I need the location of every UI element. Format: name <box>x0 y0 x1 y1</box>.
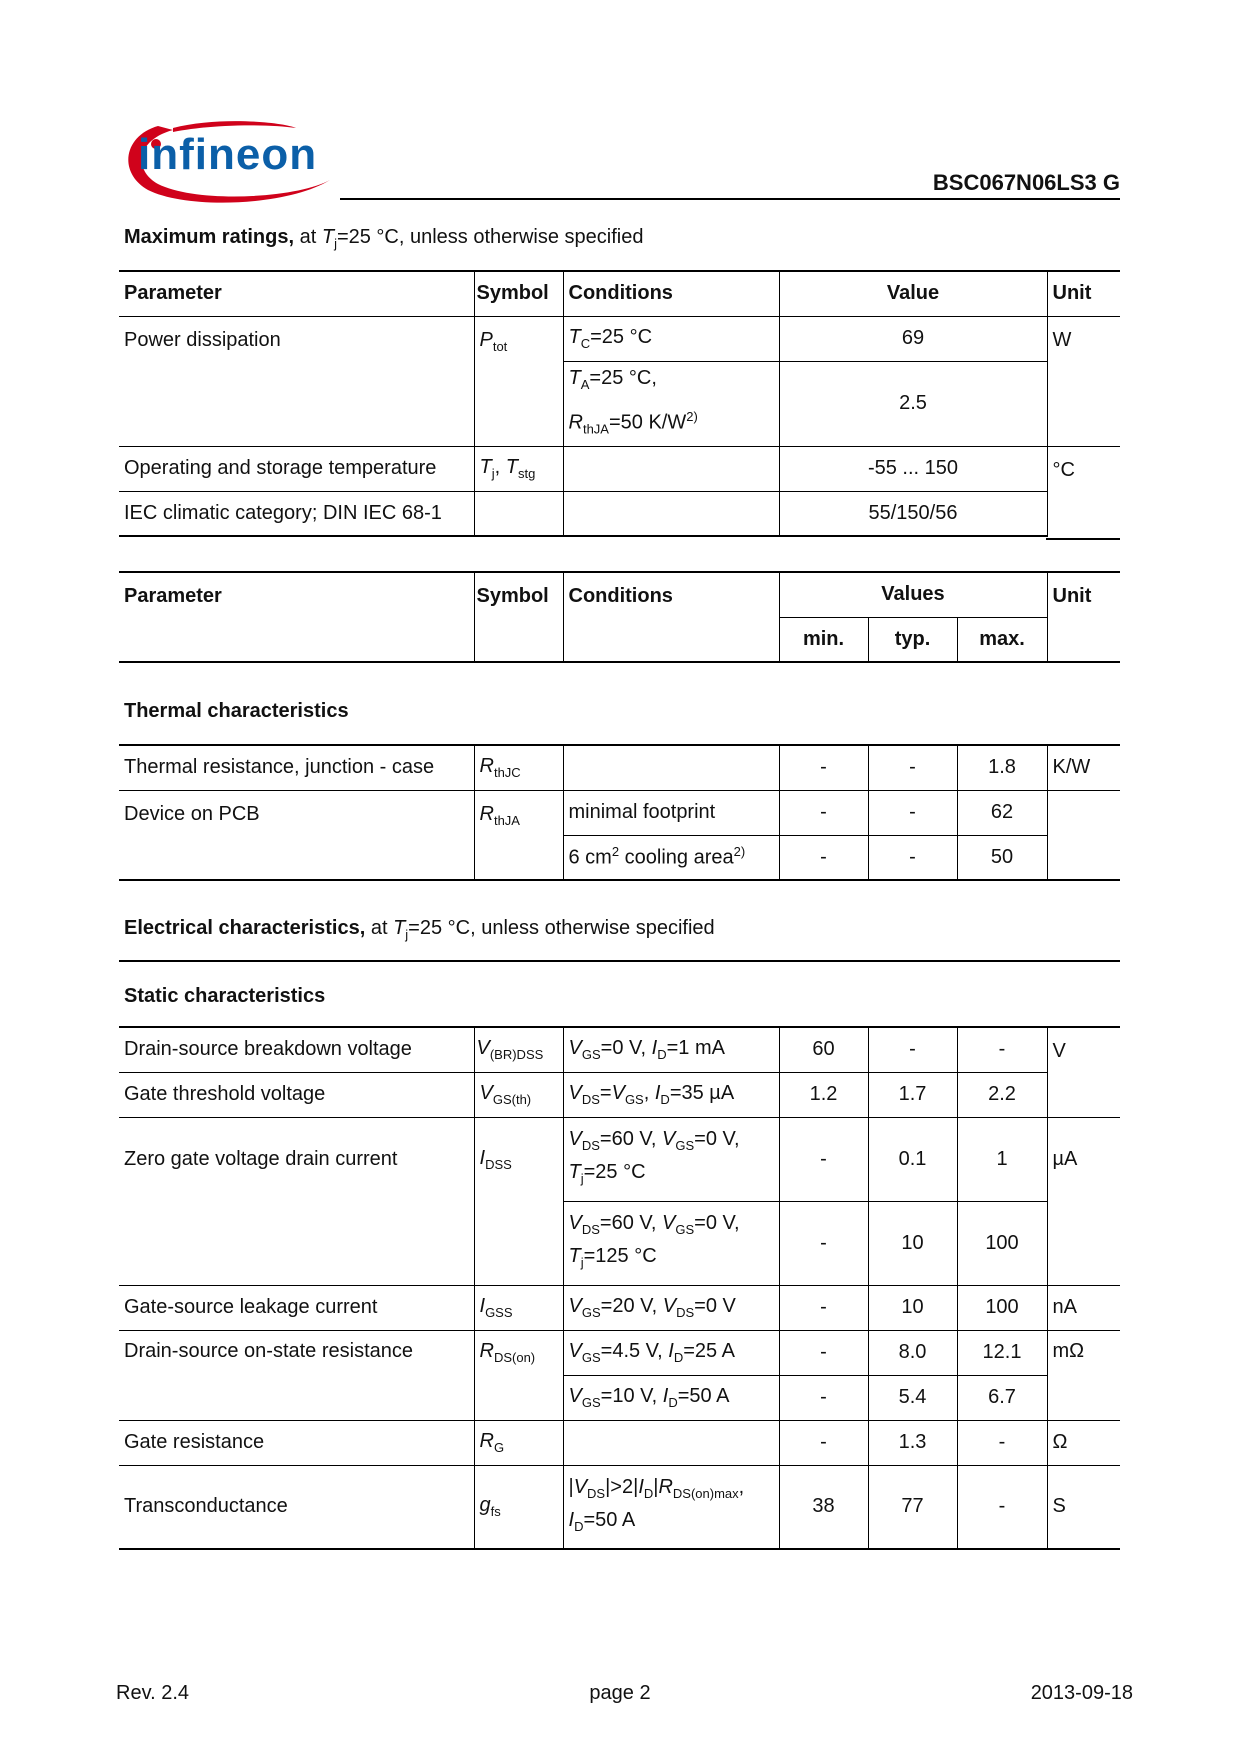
max-cell: 6.7 <box>957 1375 1047 1420</box>
min-cell: - <box>779 1117 868 1201</box>
max-cell: - <box>957 1465 1047 1549</box>
typ-cell: - <box>868 835 957 880</box>
typ-cell: - <box>868 1027 957 1072</box>
param-device-on-pcb: Device on PCB <box>119 790 474 880</box>
unit-cell: Ω <box>1047 1420 1120 1465</box>
symbol-rthjc: $R_{thJC}$ <box>474 745 563 790</box>
col-header-typ: typ. <box>868 617 957 662</box>
condition-cell: $V_{GS}=0$ V, $I_D=1$ mA <box>563 1027 779 1072</box>
condition-cell <box>563 745 779 790</box>
col-header-unit: Unit <box>1047 271 1120 316</box>
param-operating-temp: Operating and storage temperature <box>119 446 474 491</box>
max-cell: 1.8 <box>957 745 1047 790</box>
condition-cell: $V_{GS}=4.5$ V, $I_D=25$ A <box>563 1330 779 1375</box>
symbol-rdson: $R_{DS(on)}$ <box>474 1330 563 1420</box>
min-cell: - <box>779 1330 868 1375</box>
symbol-cell <box>474 491 563 536</box>
col-header-conditions: Conditions <box>563 572 779 662</box>
param-cell <box>119 1201 474 1285</box>
col-header-symbol: Symbol <box>474 271 563 316</box>
part-number: BSC067N06LS3 G <box>932 170 1120 195</box>
symbol-tj-tstg: $T_j$, $T_{stg}$ <box>474 446 563 491</box>
condition-cell: $V_{DS}=V_{GS}$, $I_D=35$ µA <box>563 1072 779 1117</box>
max-ratings-condition: =25 °C, unless otherwise specified <box>336 226 644 248</box>
param-gate-leakage: Gate-source leakage current <box>119 1285 474 1330</box>
condition-cell <box>563 491 779 536</box>
table-row <box>119 1465 1120 1549</box>
param-gate-threshold: Gate threshold voltage <box>119 1072 474 1117</box>
typ-cell: - <box>868 790 957 835</box>
min-cell: - <box>779 1375 868 1420</box>
col-header-unit: Unit <box>1047 572 1120 662</box>
max-ratings-title: Maximum ratings, <box>124 226 295 248</box>
unit-cell: mΩ <box>1047 1330 1120 1420</box>
footer-revision: Rev. 2.4 <box>116 1682 189 1704</box>
typ-cell: 77 <box>868 1465 957 1549</box>
table-row <box>119 790 1120 835</box>
typ-cell: 10 <box>868 1201 957 1285</box>
condition-cell: $V_{DS}=60$ V, $V_{GS}=0$ V, $T_j=125$ °C <box>563 1201 779 1285</box>
unit-cell: nA <box>1047 1285 1120 1330</box>
footer-page: page 2 <box>589 1682 651 1704</box>
unit-cell: W <box>1047 316 1120 446</box>
condition-tc: $T_C=25$ °C <box>563 316 779 361</box>
condition-cell: minimal footprint <box>563 790 779 835</box>
characteristics-header-table <box>119 571 1120 662</box>
electrical-title: Electrical characteristics, <box>124 917 366 939</box>
symbol-cell <box>474 1201 563 1285</box>
symbol-vbrdss: $V_{(BR)DSS}$ <box>474 1027 563 1072</box>
typ-cell: - <box>868 745 957 790</box>
param-iec-climatic: IEC climatic category; DIN IEC 68-1 <box>119 491 474 536</box>
typ-cell: 8.0 <box>868 1330 957 1375</box>
value-cell: 2.5 <box>779 361 1047 446</box>
table-row <box>119 316 1120 361</box>
condition-cell: $V_{GS}=10$ V, $I_D=50$ A <box>563 1375 779 1420</box>
condition-cooling-area: 6 $cm^2$ cooling area$^{2)}$ <box>563 835 779 880</box>
symbol-idss: $I_{DSS}$ <box>474 1117 563 1201</box>
value-cell: 55/150/56 <box>779 491 1047 536</box>
table-row <box>119 1201 1120 1285</box>
typ-cell: 1.3 <box>868 1420 957 1465</box>
header-bottom-rule <box>119 661 1120 663</box>
condition-cell <box>563 1420 779 1465</box>
symbol-ptot: $P_{tot}$ <box>474 316 563 446</box>
table-row <box>119 1072 1120 1117</box>
table-row <box>119 1330 1120 1375</box>
symbol-rg: $R_G$ <box>474 1420 563 1465</box>
symbol-igss: $I_{GSS}$ <box>474 1285 563 1330</box>
unit-cell: S <box>1047 1465 1120 1549</box>
max-cell: 62 <box>957 790 1047 835</box>
static-heading: Static characteristics <box>124 985 326 1007</box>
max-cell: 1 <box>957 1117 1047 1201</box>
condition-cell: $|V_{DS}|>2|I_D|R_{DS(on)max}$, $I_D=50$ A <box>563 1465 779 1549</box>
table-row <box>119 491 1120 536</box>
col-header-values: Values <box>779 572 1047 617</box>
typ-cell: 5.4 <box>868 1375 957 1420</box>
col-header-max: max. <box>957 617 1047 662</box>
thermal-heading: Thermal characteristics <box>124 700 349 722</box>
thermal-table <box>119 744 1120 881</box>
condition-cell <box>563 446 779 491</box>
col-header-conditions: Conditions <box>563 271 779 316</box>
max-cell: 50 <box>957 835 1047 880</box>
col-header-parameter: Parameter <box>119 271 474 316</box>
symbol-gfs: $g_{fs}$ <box>474 1465 563 1549</box>
param-thermal-jc: Thermal resistance, junction - case <box>119 745 474 790</box>
min-cell: - <box>779 1420 868 1465</box>
min-cell: 60 <box>779 1027 868 1072</box>
condition-ta: $T_A=25$ °C, $R_{thJA}=50$ $K/W^{2)}$ <box>563 361 779 446</box>
param-rdson: Drain-source on-state resistance <box>119 1330 474 1420</box>
max-cell: - <box>957 1420 1047 1465</box>
min-cell: - <box>779 790 868 835</box>
value-cell: -55 ... 150 <box>779 446 1047 491</box>
col-header-parameter: Parameter <box>119 572 474 662</box>
value-cell: 69 <box>779 316 1047 361</box>
param-gate-resistance: Gate resistance <box>119 1420 474 1465</box>
min-cell: - <box>779 835 868 880</box>
max-cell: 12.1 <box>957 1330 1047 1375</box>
col-header-symbol: Symbol <box>474 572 563 662</box>
param-power-dissipation: Power dissipation <box>119 316 474 446</box>
unit-cell: µA <box>1047 1117 1120 1201</box>
table-row <box>119 1285 1120 1330</box>
table-row <box>119 1420 1120 1465</box>
param-breakdown: Drain-source breakdown voltage <box>119 1027 474 1072</box>
unit-cell <box>1047 1201 1120 1285</box>
max-cell: - <box>957 1027 1047 1072</box>
unit-cell: V <box>1047 1027 1120 1117</box>
min-cell: - <box>779 1285 868 1330</box>
electrical-condition: =25 °C, unless otherwise specified <box>408 917 715 939</box>
table-row <box>119 745 1120 790</box>
max-cell: 100 <box>957 1285 1047 1330</box>
col-header-min: min. <box>779 617 868 662</box>
param-transconductance: Transconductance <box>119 1465 474 1549</box>
param-zero-gate: Zero gate voltage drain current <box>119 1117 474 1201</box>
electrical-heading: Electrical characteristics, at $T_j=25$ °C, unless otherwise specified <box>124 917 715 942</box>
footer-date: 2013-09-18 <box>1030 1682 1133 1704</box>
typ-cell: 1.7 <box>868 1072 957 1117</box>
electrical-rule <box>119 960 1120 962</box>
max-cell: 100 <box>957 1201 1047 1285</box>
min-cell: 1.2 <box>779 1072 868 1117</box>
unit-cell: °C <box>1047 446 1120 536</box>
min-cell: 38 <box>779 1465 868 1549</box>
condition-cell: $V_{DS}=60$ V, $V_{GS}=0$ V, $T_j=25$ °C <box>563 1117 779 1201</box>
symbol-vgsth: $V_{GS(th)}$ <box>474 1072 563 1117</box>
table-row <box>119 1117 1120 1201</box>
table-row <box>119 1027 1120 1072</box>
table-row <box>119 446 1120 491</box>
condition-cell: $V_{GS}=20$ V, $V_{DS}=0$ V <box>563 1285 779 1330</box>
table-bottom-rule <box>1046 538 1120 540</box>
unit-cell <box>1047 790 1120 880</box>
unit-cell: K/W <box>1047 745 1120 790</box>
typ-cell: 0.1 <box>868 1117 957 1201</box>
col-header-value: Value <box>779 271 1047 316</box>
electrical-table <box>119 1026 1120 1550</box>
min-cell: - <box>779 745 868 790</box>
symbol-rthja: $R_{thJA}$ <box>474 790 563 880</box>
max-ratings-table <box>119 270 1120 537</box>
max-ratings-heading: Maximum ratings, at $T_j=25$ °C, unless otherwise specified <box>124 226 644 251</box>
min-cell: - <box>779 1201 868 1285</box>
max-cell: 2.2 <box>957 1072 1047 1117</box>
typ-cell: 10 <box>868 1285 957 1330</box>
header-rule <box>340 198 1120 200</box>
logo-text: infineon <box>138 130 318 179</box>
